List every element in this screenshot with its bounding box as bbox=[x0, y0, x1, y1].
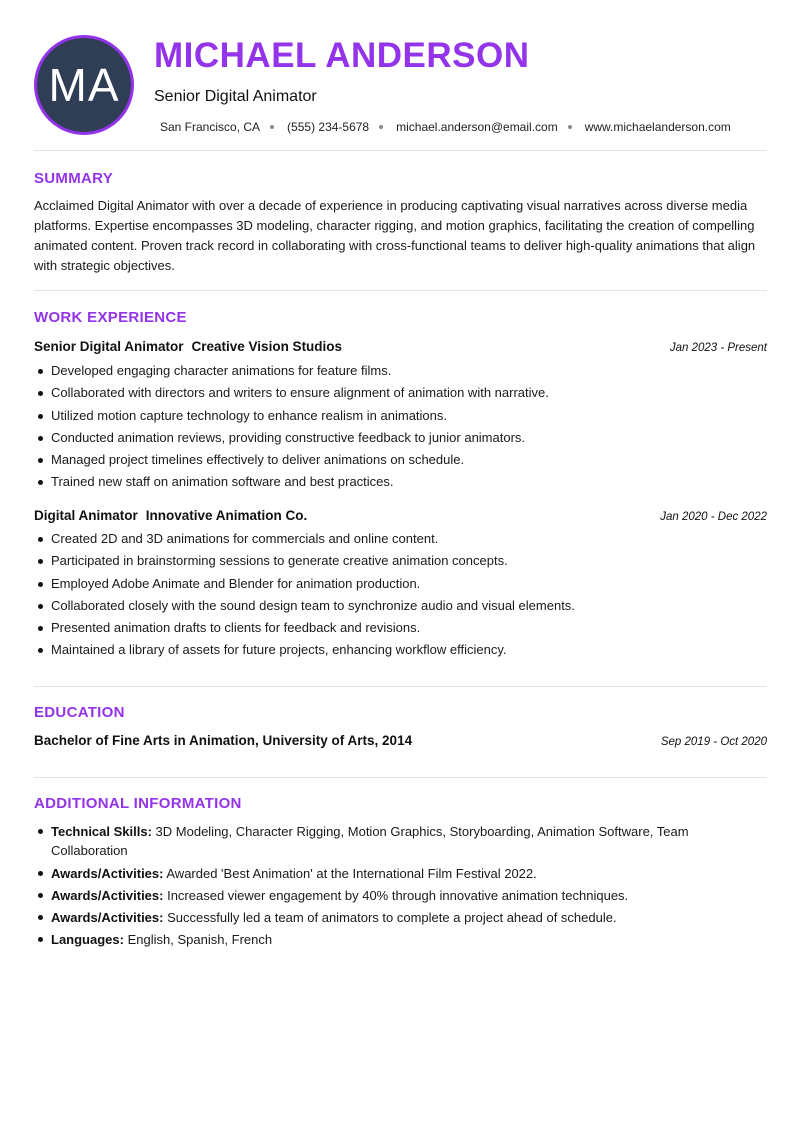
contact-location: San Francisco, CA bbox=[160, 120, 261, 134]
list-item: Participated in brainstorming sessions to generate creative animation concepts. bbox=[34, 550, 754, 572]
avatar-initials: MA bbox=[48, 59, 120, 111]
job-header bbox=[34, 338, 767, 356]
job-role: Digital Animator bbox=[34, 508, 138, 523]
info-label: Technical Skills: bbox=[51, 824, 152, 839]
section-divider bbox=[34, 686, 767, 687]
education-degree: Bachelor of Fine Arts in Animation, University of Arts, 2014 bbox=[34, 733, 413, 748]
candidate-name: MICHAEL ANDERSON bbox=[154, 36, 530, 75]
section-divider bbox=[34, 290, 767, 291]
separator-dot-icon bbox=[379, 125, 383, 129]
info-text: Awarded 'Best Animation' at the International Film Festival 2022. bbox=[166, 866, 537, 881]
contact-line bbox=[160, 120, 731, 134]
job-title: Senior Digital Animator bbox=[154, 88, 317, 105]
list-item: Collaborated closely with the sound design team to synchronize audio and visual elements. bbox=[34, 595, 754, 617]
job-title-company bbox=[34, 338, 342, 356]
education-dates: Sep 2019 - Oct 2020 bbox=[660, 736, 767, 748]
list-item: Developed engaging character animations for feature films. bbox=[34, 360, 754, 382]
job-dates: Jan 2023 - Present bbox=[669, 342, 767, 354]
job-company: Creative Vision Studios bbox=[191, 339, 343, 354]
additional-info-heading: ADDITIONAL INFORMATION bbox=[34, 795, 242, 812]
info-label: Languages: bbox=[51, 932, 124, 947]
list-item: Presented animation drafts to clients for feedback and revisions. bbox=[34, 617, 754, 639]
education-entry bbox=[34, 733, 767, 748]
list-item: Created 2D and 3D animations for commercials and online content. bbox=[34, 528, 754, 550]
list-item bbox=[34, 822, 734, 860]
job-header bbox=[34, 507, 767, 525]
list-item bbox=[34, 886, 734, 905]
summary-text: Acclaimed Digital Animator with over a decade of experience in producing captivating visual narratives across diverse media platforms. Expertise encompasses 3D modeling, character rigging, and motion graphics, facilitating the creation of compelling animated content. Proven track record in collaborating with cross-functional teams to deliver high-quality animations that align with strategic objectives. bbox=[34, 198, 756, 273]
info-text: Successfully led a team of animators to complete a project ahead of schedule. bbox=[167, 910, 617, 925]
contact-website[interactable]: www.michaelanderson.com bbox=[584, 120, 731, 134]
job-dates: Jan 2020 - Dec 2022 bbox=[660, 511, 767, 523]
separator-dot-icon bbox=[568, 125, 572, 129]
info-label: Awards/Activities: bbox=[51, 910, 164, 925]
list-item: Managed project timelines effectively to deliver animations on schedule. bbox=[34, 449, 754, 471]
section-divider bbox=[34, 150, 767, 151]
avatar bbox=[34, 35, 134, 135]
list-item bbox=[34, 930, 734, 949]
education-heading: EDUCATION bbox=[34, 704, 125, 721]
job-bullet-list bbox=[34, 360, 754, 494]
summary-heading: SUMMARY bbox=[34, 170, 114, 187]
list-item: Utilized motion capture technology to enhance realism in animations. bbox=[34, 405, 754, 427]
list-item: Trained new staff on animation software and best practices. bbox=[34, 471, 754, 493]
info-label: Awards/Activities: bbox=[51, 866, 164, 881]
info-text: English, Spanish, French bbox=[127, 932, 273, 947]
additional-info-list bbox=[34, 822, 734, 953]
list-item: Collaborated with directors and writers to ensure alignment of animation with narrative. bbox=[34, 382, 754, 404]
list-item: Maintained a library of assets for future projects, enhancing workflow efficiency. bbox=[34, 639, 754, 661]
info-text: 3D Modeling, Character Rigging, Motion Graphics, Storyboarding, Animation Software, Team Collaboration bbox=[51, 824, 689, 858]
job-role: Senior Digital Animator bbox=[34, 339, 184, 354]
job-bullet-list bbox=[34, 528, 754, 662]
job-title-company bbox=[34, 507, 307, 525]
separator-dot-icon bbox=[270, 125, 274, 129]
contact-email[interactable]: michael.anderson@email.com bbox=[396, 120, 558, 134]
contact-phone: (555) 234-5678 bbox=[287, 120, 370, 134]
work-experience-heading: WORK EXPERIENCE bbox=[34, 309, 187, 326]
list-item: Conducted animation reviews, providing constructive feedback to junior animators. bbox=[34, 427, 754, 449]
job-company: Innovative Animation Co. bbox=[145, 508, 308, 523]
section-divider bbox=[34, 777, 767, 778]
list-item bbox=[34, 864, 734, 883]
list-item: Employed Adobe Animate and Blender for animation production. bbox=[34, 573, 754, 595]
list-item bbox=[34, 908, 734, 927]
info-text: Increased viewer engagement by 40% through innovative animation techniques. bbox=[167, 888, 629, 903]
info-label: Awards/Activities: bbox=[51, 888, 164, 903]
